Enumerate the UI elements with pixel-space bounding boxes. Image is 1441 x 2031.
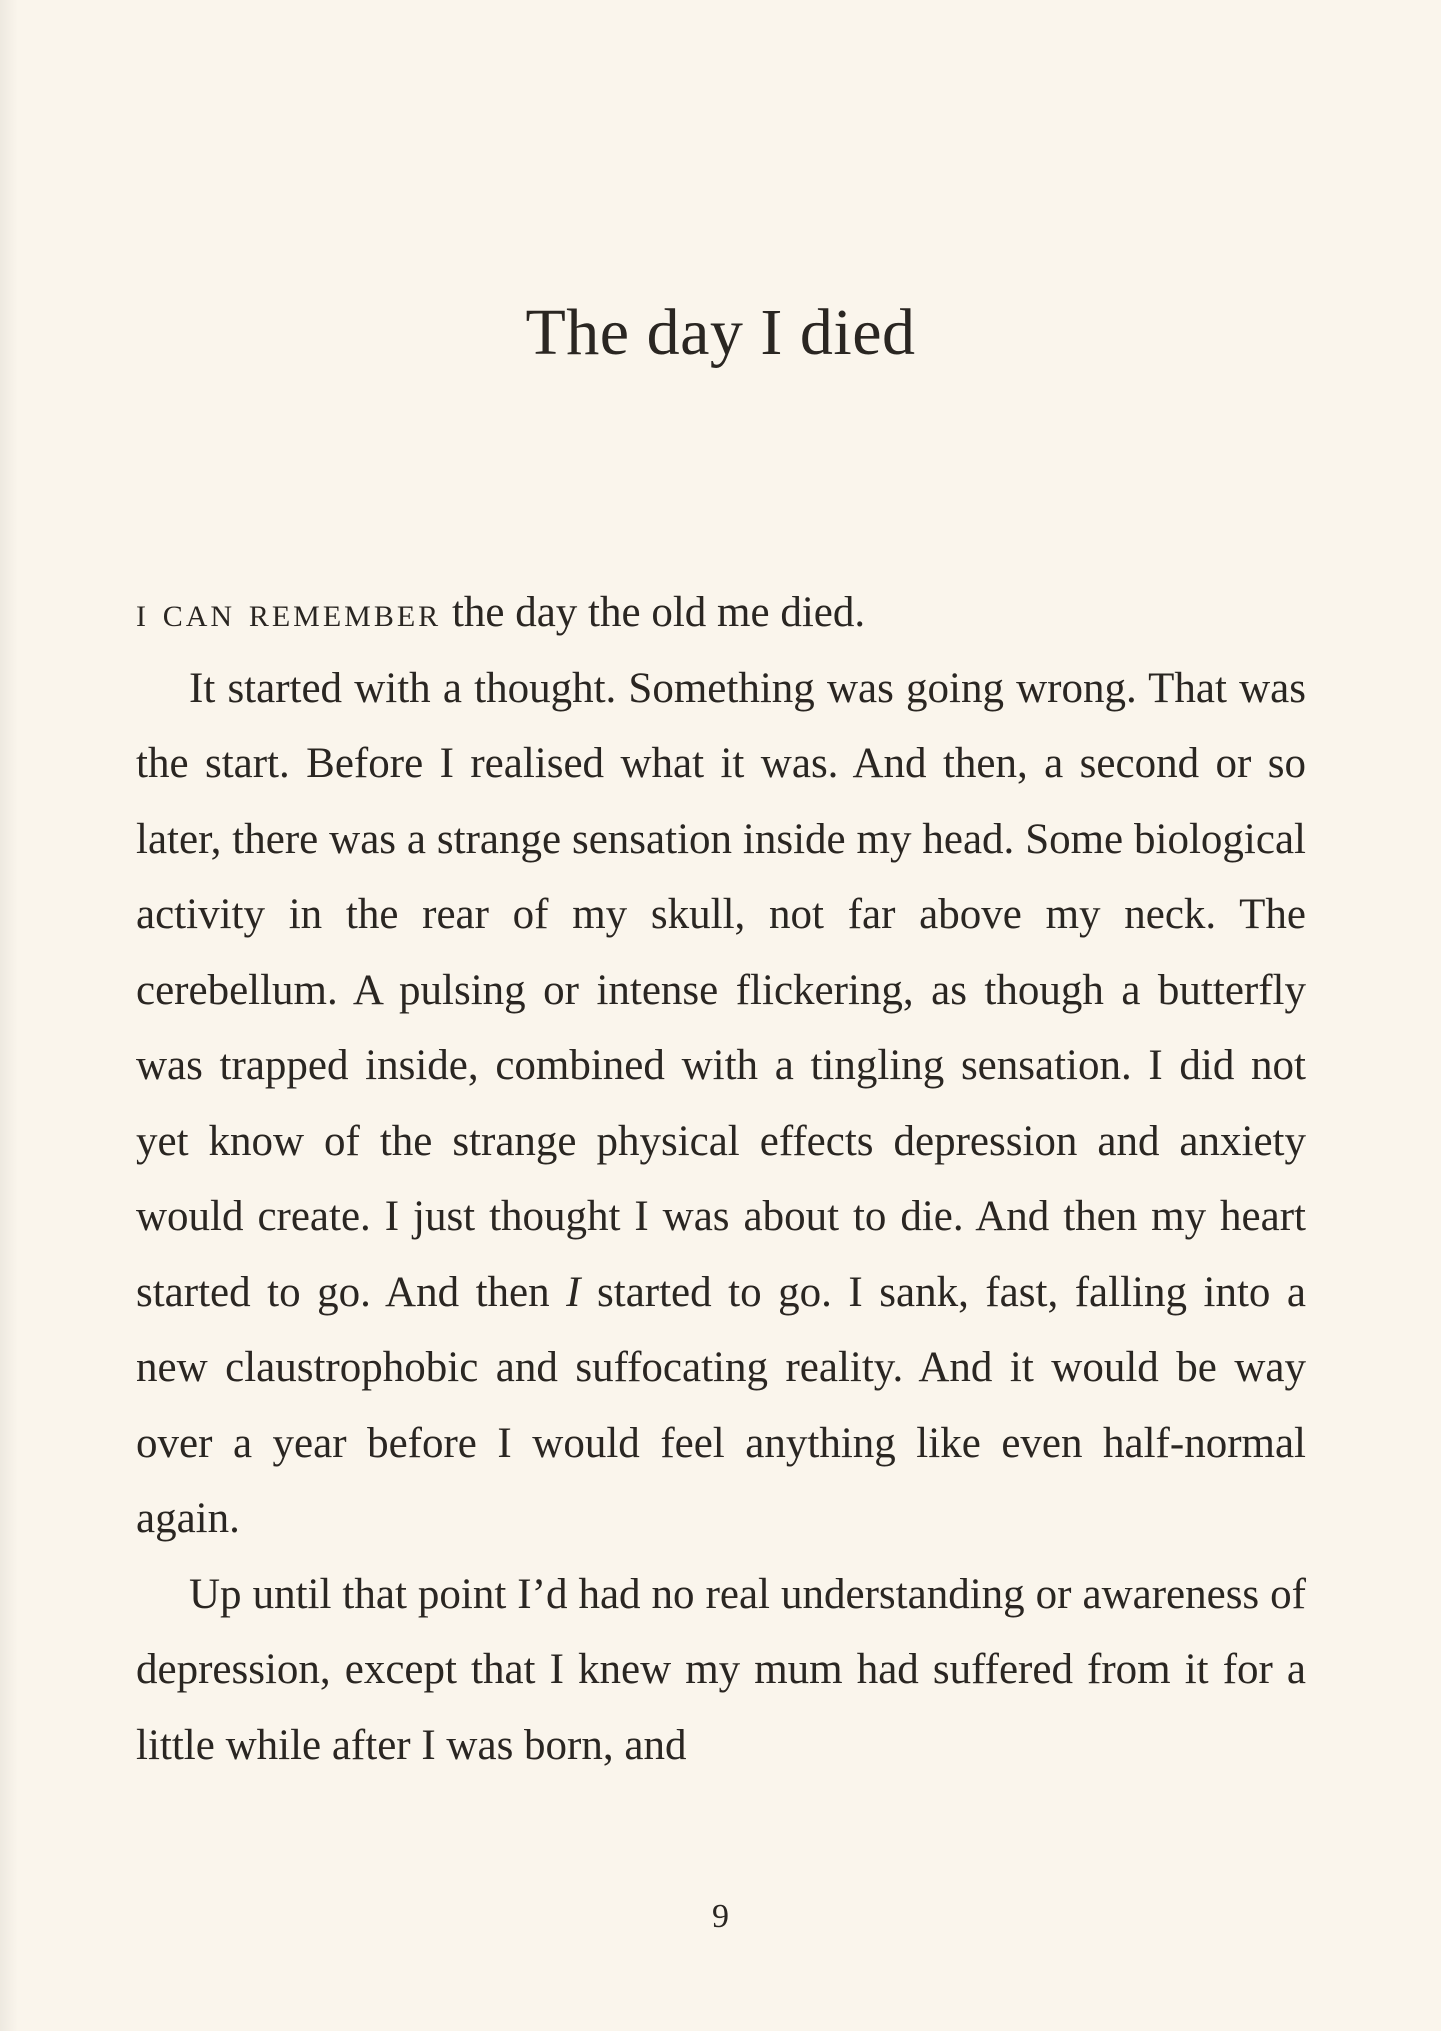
paragraph-1 bbox=[136, 575, 1306, 651]
paragraph-3 bbox=[136, 1557, 1306, 1784]
paragraph-2-emphasis: I bbox=[566, 1268, 581, 1316]
paragraph-1-text: the day the old me died. bbox=[441, 589, 866, 636]
chapter-title: The day I died bbox=[525, 296, 916, 369]
paragraph-2-text-after: started to go. I sank, fast, falling into a new claustrophobic and suffocating reality. And it would be way over a year before I would feel anything like even half-normal again. bbox=[136, 1268, 1307, 1542]
paragraph-2-text: It started with a thought. Something was going wrong. That was the start. Before I realised what it was. And then, a second or so later, there was a strange sensation inside my head. Some biological activity in the rear of my skull, not far above my neck. The cerebellum. A pulsing or intense flickering, as though a butterfly was trapped inside, combined with a tingling sensation. I did not yet know of the strange physical effects depression and anxiety would create. I just thought I was about to die. And then my heart started to go. And then bbox=[136, 664, 1306, 1316]
opening-small-caps: i can remember bbox=[136, 589, 442, 636]
paragraph-3-text: Up until that point I’d had no real understanding or awareness of depression, except that I knew my mum had suffered from it for a little while after I was born, and bbox=[136, 1570, 1306, 1769]
page-number: 9 bbox=[712, 1898, 729, 1935]
body-text bbox=[136, 575, 1306, 1783]
paragraph-2 bbox=[136, 651, 1306, 1557]
